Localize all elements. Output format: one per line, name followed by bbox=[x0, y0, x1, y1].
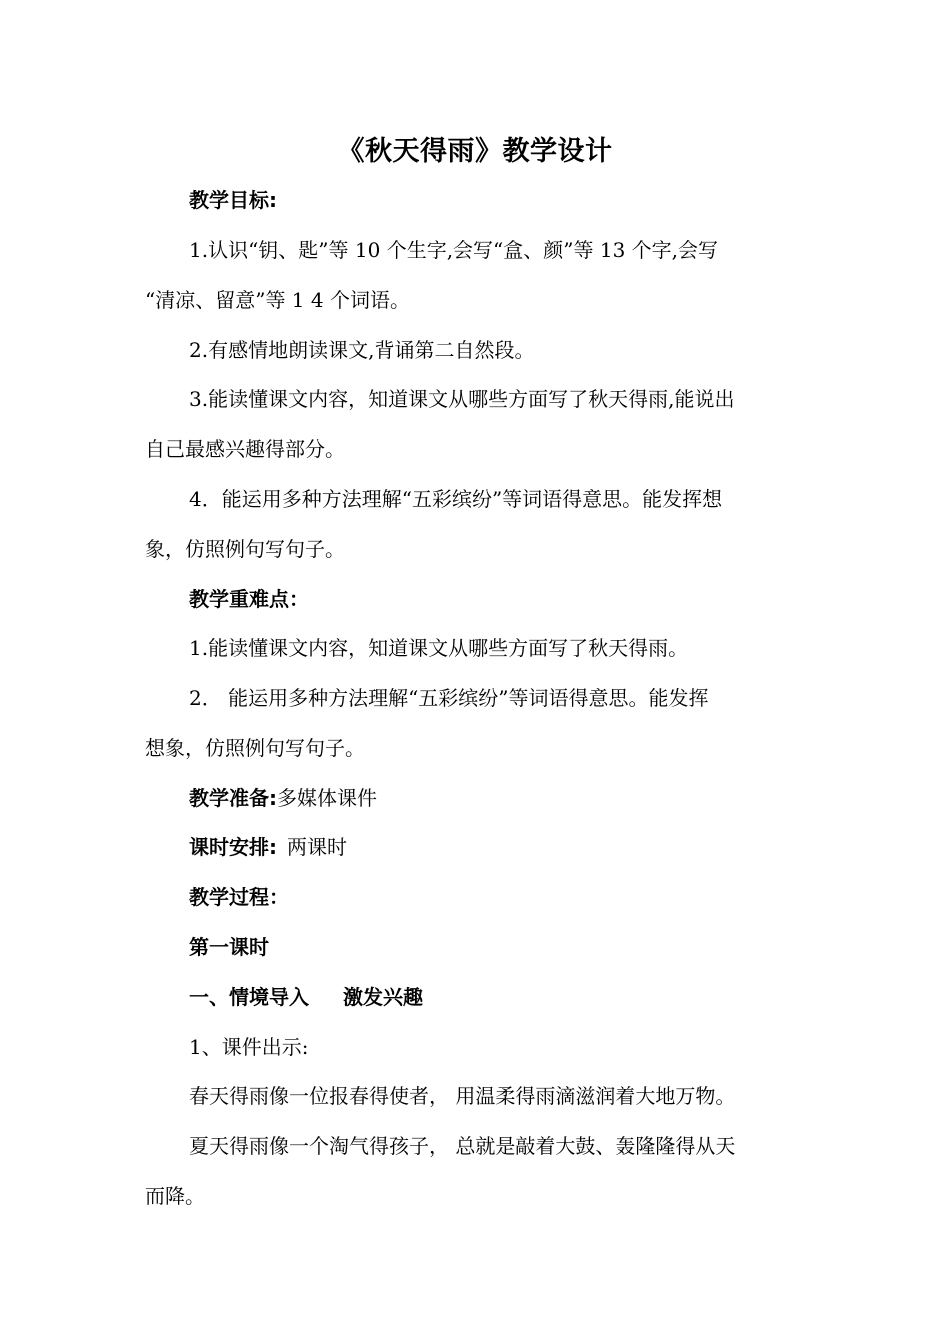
preparation-line bbox=[189, 783, 377, 813]
preparation-label: 教学准备: bbox=[189, 786, 277, 810]
document-title: 《秋天得雨》教学设计 bbox=[337, 136, 613, 167]
spring-rain-sentence: 春天得雨像一位报春得使者， 用温柔得雨滴滋润着大地万物。 bbox=[189, 1084, 736, 1108]
schedule-line bbox=[189, 832, 347, 862]
objective-3-line-1: 3.能读懂课文内容，知道课文从哪些方面写了秋天得雨,能说出 bbox=[189, 387, 735, 411]
key-point-1: 1.能读懂课文内容，知道课文从哪些方面写了秋天得雨。 bbox=[189, 636, 689, 660]
key-point-2-line-2: 想象，仿照例句写句子。 bbox=[145, 736, 365, 760]
objective-1-line-1: 1.认识“钥、匙”等 10 个生字,会写“盒、颜”等 13 个字,会写 bbox=[189, 238, 719, 262]
objective-2: 2.有感情地朗读课文,背诵第二自然段。 bbox=[189, 338, 535, 362]
schedule-label: 课时安排: bbox=[189, 835, 277, 859]
objective-1-line-2: “清凉、留意”等 1 4 个词语。 bbox=[145, 288, 410, 312]
objective-3-line-2: 自己最感兴趣得部分。 bbox=[145, 437, 345, 461]
key-point-2-line-1: 2． 能运用多种方法理解“五彩缤纷”等词语得意思。能发挥 bbox=[189, 686, 709, 710]
section-heading-part-2: 激发兴趣 bbox=[343, 985, 423, 1009]
lesson-heading: 第一课时 bbox=[189, 935, 269, 959]
objective-4-line-1: 4．能运用多种方法理解“五彩缤纷”等词语得意思。能发挥想 bbox=[189, 487, 723, 511]
summer-rain-line-2: 而降。 bbox=[145, 1184, 205, 1208]
objectives-heading: 教学目标: bbox=[189, 188, 277, 212]
summer-rain-line-1: 夏天得雨像一个淘气得孩子， 总就是敲着大鼓、轰隆隆得从天 bbox=[189, 1134, 736, 1158]
schedule-value: 两课时 bbox=[287, 835, 347, 859]
section-heading-part-1: 一、情境导入 bbox=[189, 985, 309, 1009]
key-points-heading: 教学重难点： bbox=[189, 587, 309, 611]
preparation-value: 多媒体课件 bbox=[277, 786, 377, 810]
process-heading: 教学过程： bbox=[189, 885, 289, 909]
objective-4-line-2: 象，仿照例句写句子。 bbox=[145, 537, 345, 561]
step-1: 1、课件出示: bbox=[189, 1035, 309, 1059]
section-heading bbox=[189, 982, 423, 1012]
